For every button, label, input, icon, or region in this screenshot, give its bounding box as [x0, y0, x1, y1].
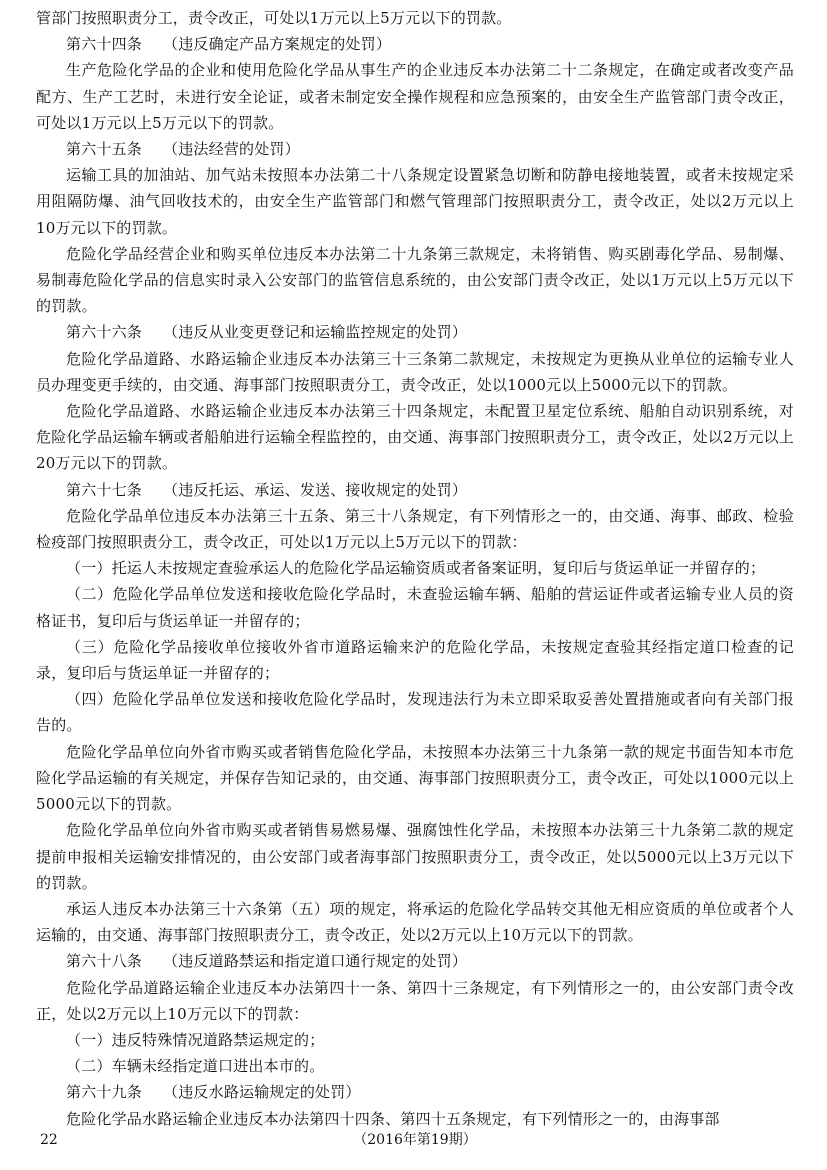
issue-label: （2016年第19期）	[353, 1132, 477, 1148]
body-text	[36, 5, 794, 1132]
article-title: （违反托运、承运、发送、接收规定的处罚）	[163, 480, 468, 499]
article-title: （违反从业变更登记和运输监控规定的处罚）	[163, 323, 468, 342]
paragraph: （二）危险化学品单位发送和接收危险化学品时，未查验运输车辆、船舶的营运证件或者运输专业人员的资格证书，复印后与货运单证一并留存的；	[36, 585, 794, 630]
article-number: 第六十九条	[66, 1083, 143, 1102]
paragraph: （一）违反特殊情况道路禁运规定的；	[66, 1030, 325, 1049]
paragraph: 危险化学品道路、水路运输企业违反本办法第三十四条规定，未配置卫星定位系统、船舶自动识别系统，对危险化学品运输车辆或者船舶进行运输全程监控的，由交通、海事部门按照职责分工，责令改正，处以2万元以上20万元以下的罚款。	[36, 402, 794, 473]
article-heading	[36, 136, 794, 162]
article-number: 第六十四条	[66, 35, 143, 54]
paragraph: 管部门按照职责分工，责令改正，可处以1万元以上5万元以下的罚款。	[36, 9, 512, 27]
article-number: 第六十五条	[66, 140, 143, 159]
paragraph: （二）车辆未经指定道口进出本市的。	[66, 1057, 325, 1076]
paragraph: 危险化学品单位向外省市购买或者销售危险化学品，未按照本办法第三十九条第一款的规定书面告知本市危险化学品运输的有关规定，并保存告知记录的，由交通、海事部门按照职责分工，责令改正，可处以1000元以上5000元以下的罚款。	[36, 742, 794, 814]
paragraph: 危险化学品经营企业和购买单位违反本办法第二十九条第三款规定，未将销售、购买剧毒化学品、易制爆、易制毒危险化学品的信息实时录入公安部门的监管信息系统的，由公安部门责令改正，处以1万元以上5万元以下的罚款。	[36, 244, 794, 316]
article-heading	[36, 31, 794, 57]
paragraph: （三）危险化学品接收单位接收外省市道路运输来沪的危险化学品，未按规定查验其经指定道口检查的记录，复印后与货运单证一并留存的；	[36, 637, 794, 683]
paragraph: 危险化学品道路、水路运输企业违反本办法第三十三条第二款规定，未按规定为更换从业单位的运输专业人员办理变更手续的，由交通、海事部门按照职责分工，责令改正，处以1000元以上5000元以下的罚款。	[36, 349, 794, 394]
paragraph: 危险化学品道路运输企业违反本办法第四十一条、第四十三条规定，有下列情形之一的，由公安部门责令改正，处以2万元以上10万元以下的罚款：	[36, 978, 794, 1023]
article-number: 第六十六条	[66, 323, 143, 342]
paragraph: 运输工具的加油站、加气站未按照本办法第二十八条规定设置紧急切断和防静电接地装置，或者未按规定采用阻隔防爆、油气回收技术的，由安全生产监管部门和燃气管理部门按照职责分工，责令改正，处以2万元以上10万元以下的罚款。	[36, 166, 794, 237]
paragraph: 生产危险化学品的企业和使用危险化学品从事生产的企业违反本办法第二十二条规定，在确定或者改变产品配方、生产工艺时，未进行安全论证，或者未制定安全操作规程和应急预案的，由安全生产监管部门责令改正，可处以1万元以上5万元以下的罚款。	[36, 61, 794, 132]
article-heading	[36, 319, 794, 345]
article-heading	[36, 1079, 794, 1105]
article-title: （违反水路运输规定的处罚）	[163, 1083, 361, 1102]
page-footer	[36, 1126, 794, 1154]
article-title: （违反确定产品方案规定的处罚）	[163, 35, 392, 54]
paragraph: 危险化学品单位向外省市购买或者销售易燃易爆、强腐蚀性化学品，未按照本办法第三十九条第二款的规定提前申报相关运输安排情况的，由公安部门或者海事部门按照职责分工，责令改正，处以5000元以上3万元以下的罚款。	[36, 821, 794, 892]
article-title: （违法经营的处罚）	[163, 140, 300, 159]
article-heading	[36, 948, 794, 974]
page-number: 22	[40, 1132, 58, 1148]
article-heading	[36, 477, 794, 503]
paragraph: 危险化学品单位违反本办法第三十五条、第三十八条规定，有下列情形之一的，由交通、海事、邮政、检验检疫部门按照职责分工，责令改正，可处以1万元以上5万元以下的罚款：	[36, 506, 794, 552]
paragraph: （一）托运人未按规定查验承运人的危险化学品运输资质或者备案证明，复印后与货运单证一并留存的；	[66, 559, 766, 578]
paragraph: （四）危险化学品单位发送和接收危险化学品时，发现违法行为未立即采取妥善处置措施或者向有关部门报告的。	[36, 690, 794, 735]
article-title: （违反道路禁运和指定道口通行规定的处罚）	[163, 952, 468, 971]
article-number: 第六十八条	[66, 952, 143, 971]
article-number: 第六十七条	[66, 480, 143, 499]
paragraph: 危险化学品水路运输企业违反本办法第四十四条、第四十五条规定，有下列情形之一的，由海事部	[66, 1109, 720, 1128]
paragraph: 承运人违反本办法第三十六条第（五）项的规定，将承运的危险化学品转交其他无相应资质的单位或者个人运输的，由交通、海事部门按照职责分工，责令改正，处以2万元以上10万元以下的罚款。	[36, 899, 794, 945]
